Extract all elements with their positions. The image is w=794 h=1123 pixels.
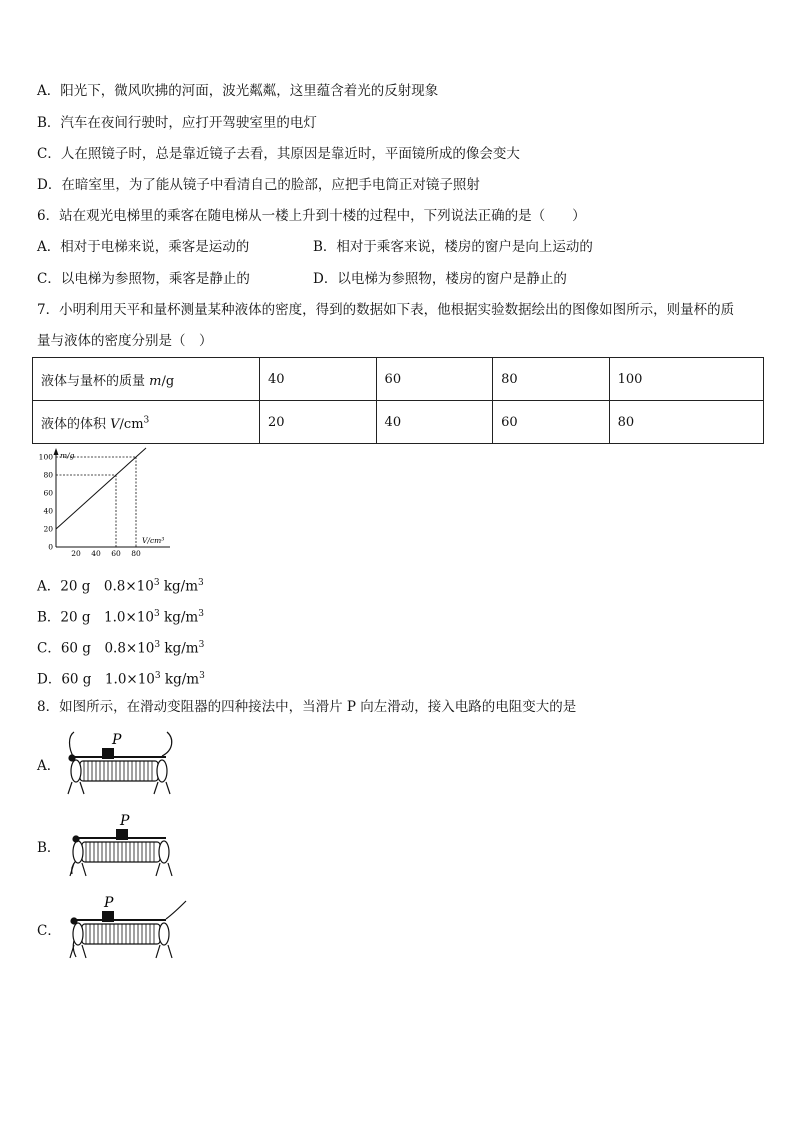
x-tick-label: 20 — [71, 549, 81, 558]
support-leg — [68, 782, 84, 794]
table-cell: 20 — [260, 401, 377, 444]
y-tick-label: 80 — [43, 470, 53, 480]
data-table — [32, 357, 764, 444]
q8-stem: 8．如图所示，在滑动变阻器的四种接法中，当滑片 P 向左滑动，接入电路的电阻变大的是 — [37, 699, 577, 715]
mass-volume-graph — [28, 446, 178, 561]
wire — [166, 901, 186, 919]
x-tick-label: 60 — [111, 549, 121, 558]
q6-stem: 6．站在观光电梯里的乘客在随电梯从一楼上升到十楼的过程中，下列说法正确的是（ ） — [37, 208, 586, 224]
q8-label-b: B． — [37, 840, 61, 856]
support-leg — [156, 945, 172, 958]
table-row-mass — [33, 358, 764, 401]
x-tick-label: 80 — [131, 549, 141, 558]
q7-option-c: C．60 g $0.8\times 10^3$ $kg/m^3$ — [37, 640, 205, 657]
table-cell: 80 — [493, 358, 610, 401]
slider-p-label: P — [112, 732, 122, 748]
wire — [162, 732, 172, 756]
table-cell: 40 — [260, 358, 377, 401]
terminal — [73, 836, 79, 842]
q7-stem-line1: 7．小明利用天平和量杯测量某种液体的密度，得到的数据如下表，他根据实验数据绘出的图像如图所示，则量杯的质 — [37, 302, 735, 318]
end-cap — [73, 841, 83, 863]
q5-option-d: D．在暗室里，为了能从镜子中看清自己的脸部，应把手电筒正对镜子照射 — [37, 177, 480, 193]
terminal — [69, 755, 75, 761]
y-axis-arrow — [54, 448, 59, 455]
y-tick-label: 60 — [43, 488, 53, 498]
y-axis-label: m/g — [60, 451, 75, 460]
table-cell: 60 — [493, 401, 610, 444]
q6-option-d: D．以电梯为参照物，楼房的窗户是静止的 — [313, 271, 567, 287]
q7-stem-line2: 量与液体的密度分别是（ ） — [37, 333, 213, 349]
x-axis-label: V/cm³ — [142, 536, 165, 545]
q6-option-c: C．以电梯为参照物，乘客是静止的 — [37, 271, 250, 287]
q8-label-a: A． — [37, 758, 61, 774]
q5-option-b: B．汽车在夜间行驶时，应打开驾驶室里的电灯 — [37, 115, 317, 131]
table-header-volume: 液体的体积 $V/cm^3$ — [33, 401, 260, 444]
slider-p-label: P — [120, 813, 130, 829]
slider-p — [102, 748, 114, 759]
q5-option-c: C．人在照镜子时，总是靠近镜子去看，其原因是靠近时，平面镜所成的像会变大 — [37, 146, 520, 162]
q7-option-b: B．20 g $1.0\times 10^3$ $kg/m^3$ — [37, 609, 204, 626]
y-tick-label: 40 — [43, 506, 53, 516]
table-row-volume — [33, 401, 764, 444]
q5-option-a: A．阳光下，微风吹拂的河面，波光粼粼，这里蕴含着光的反射现象 — [37, 83, 439, 99]
rheostat-diagram-b — [62, 810, 182, 882]
support-leg — [156, 863, 172, 876]
slider-p — [102, 911, 114, 922]
table-cell: 80 — [609, 401, 763, 444]
slider-p — [116, 829, 128, 840]
x-tick-label: 40 — [91, 549, 101, 558]
terminal — [71, 918, 77, 924]
q7-option-a: A．20 g $0.8\times 10^3$ $kg/m^3$ — [37, 578, 204, 595]
table-cell: 60 — [376, 358, 493, 401]
y-tick-label: 100 — [38, 452, 53, 462]
q6-option-a: A．相对于电梯来说，乘客是运动的 — [37, 239, 250, 255]
y-tick-label: 20 — [43, 524, 53, 534]
table-header-mass: 液体与量杯的质量 m/g — [33, 358, 260, 401]
support-leg — [154, 782, 170, 794]
rheostat-diagram-a — [62, 728, 182, 800]
q8-label-c: C． — [37, 923, 61, 939]
wire — [70, 732, 75, 758]
support-leg — [70, 945, 86, 958]
end-cap — [159, 841, 169, 863]
q6-option-b: B．相对于乘客来说，楼房的窗户是向上运动的 — [313, 239, 593, 255]
end-cap — [159, 923, 169, 945]
y-tick-label: 0 — [48, 542, 53, 552]
table-cell: 40 — [376, 401, 493, 444]
slider-p-label: P — [104, 895, 114, 911]
end-cap — [73, 923, 83, 945]
table-cell: 100 — [609, 358, 763, 401]
end-cap — [71, 760, 81, 782]
q7-option-d: D．60 g $1.0\times 10^3$ $kg/m^3$ — [37, 671, 205, 688]
end-cap — [157, 760, 167, 782]
series-line — [56, 448, 146, 529]
rheostat-diagram-c — [62, 893, 192, 965]
